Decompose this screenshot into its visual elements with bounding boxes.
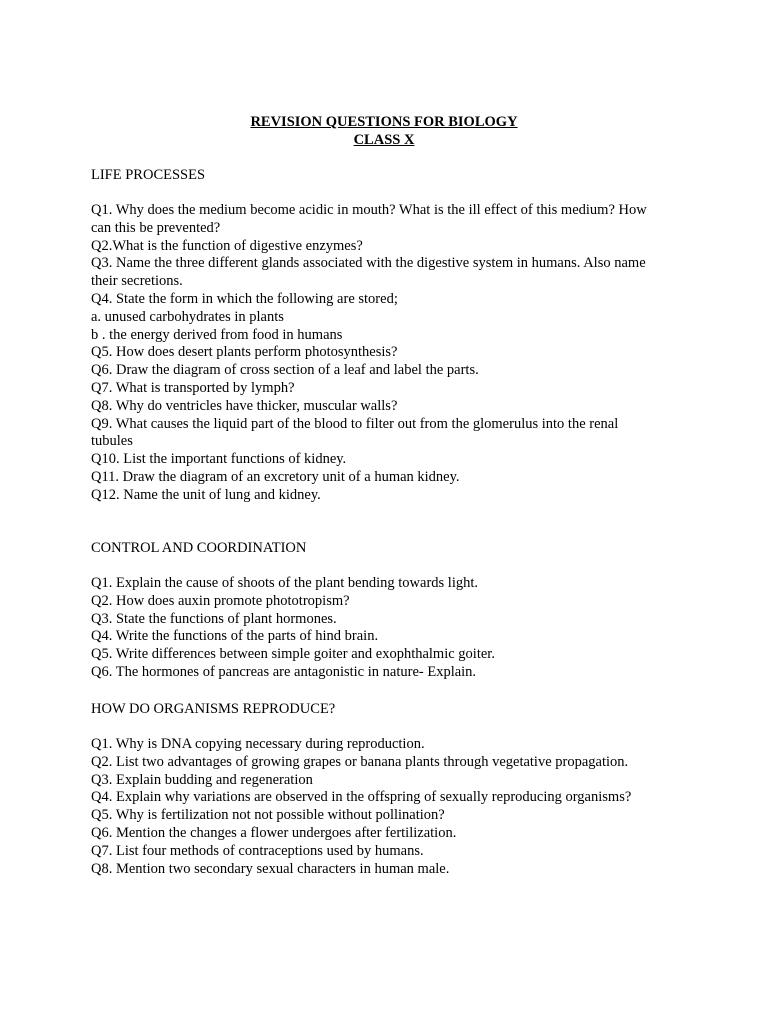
question-line: Q3. Name the three different glands associated with the digestive system in humans. Also name	[91, 255, 646, 272]
question-line: Q5. Write differences between simple goiter and exophthalmic goiter.	[91, 646, 495, 663]
question-line: Q11. Draw the diagram of an excretory unit of a human kidney.	[91, 468, 460, 485]
question-line: Q2.What is the function of digestive enzymes?	[91, 237, 363, 254]
question-line: Q1. Why does the medium become acidic in mouth? What is the ill effect of this medium? How	[91, 202, 647, 218]
question-line: Q5. Why is fertilization not not possible without pollination?	[91, 807, 445, 824]
section-heading-control-coordination: CONTROL AND COORDINATION	[91, 540, 307, 556]
question-line: Q6. The hormones of pancreas are antagonistic in nature- Explain.	[91, 663, 477, 680]
question-line: Q1. Explain the cause of shoots of the plant bending towards light.	[91, 575, 478, 591]
question-line: Q10. List the important functions of kidney.	[91, 451, 347, 468]
question-list-reproduction	[91, 736, 691, 878]
question-line: Q7. What is transported by lymph?	[91, 379, 295, 396]
question-line: Q5. How does desert plants perform photosynthesis?	[91, 344, 398, 361]
question-line: Q8. Mention two secondary sexual characters in human male.	[91, 860, 450, 877]
question-line: tubules	[91, 433, 133, 450]
question-list-control-coordination	[91, 575, 691, 682]
question-line: Q4. Write the functions of the parts of hind brain.	[91, 628, 379, 645]
document-title: REVISION QUESTIONS FOR BIOLOGY	[250, 114, 518, 130]
question-line: Q4. State the form in which the following are stored;	[91, 290, 398, 307]
question-line: Q8. Why do ventricles have thicker, muscular walls?	[91, 397, 398, 414]
question-line: Q4. Explain why variations are observed in the offspring of sexually reproducing organisms?	[91, 789, 632, 806]
question-line: Q3. Explain budding and regeneration	[91, 771, 313, 788]
question-line: Q6. Draw the diagram of cross section of a leaf and label the parts.	[91, 362, 479, 379]
question-line: Q7. List four methods of contraceptions used by humans.	[91, 842, 424, 859]
question-line: b . the energy derived from food in humans	[91, 326, 343, 343]
question-line: can this be prevented?	[91, 219, 221, 236]
question-line: Q12. Name the unit of lung and kidney.	[91, 486, 321, 503]
question-line: Q1. Why is DNA copying necessary during reproduction.	[91, 736, 425, 752]
section-heading-reproduction: HOW DO ORGANISMS REPRODUCE?	[91, 701, 336, 717]
question-line: Q2. List two advantages of growing grapes or banana plants through vegetative propagation.	[91, 753, 629, 770]
question-line: a. unused carbohydrates in plants	[91, 308, 284, 325]
question-list-life-processes	[91, 202, 691, 505]
question-line: Q6. Mention the changes a flower undergoes after fertilization.	[91, 824, 457, 841]
question-line: Q2. How does auxin promote phototropism?	[91, 592, 350, 609]
question-line: their secretions.	[91, 273, 183, 290]
question-line: Q3. State the functions of plant hormones.	[91, 610, 337, 627]
question-line: Q9. What causes the liquid part of the blood to filter out from the glomerulus into the renal	[91, 415, 619, 432]
section-heading-life-processes: LIFE PROCESSES	[91, 167, 206, 183]
document-subtitle: CLASS X	[353, 132, 415, 148]
